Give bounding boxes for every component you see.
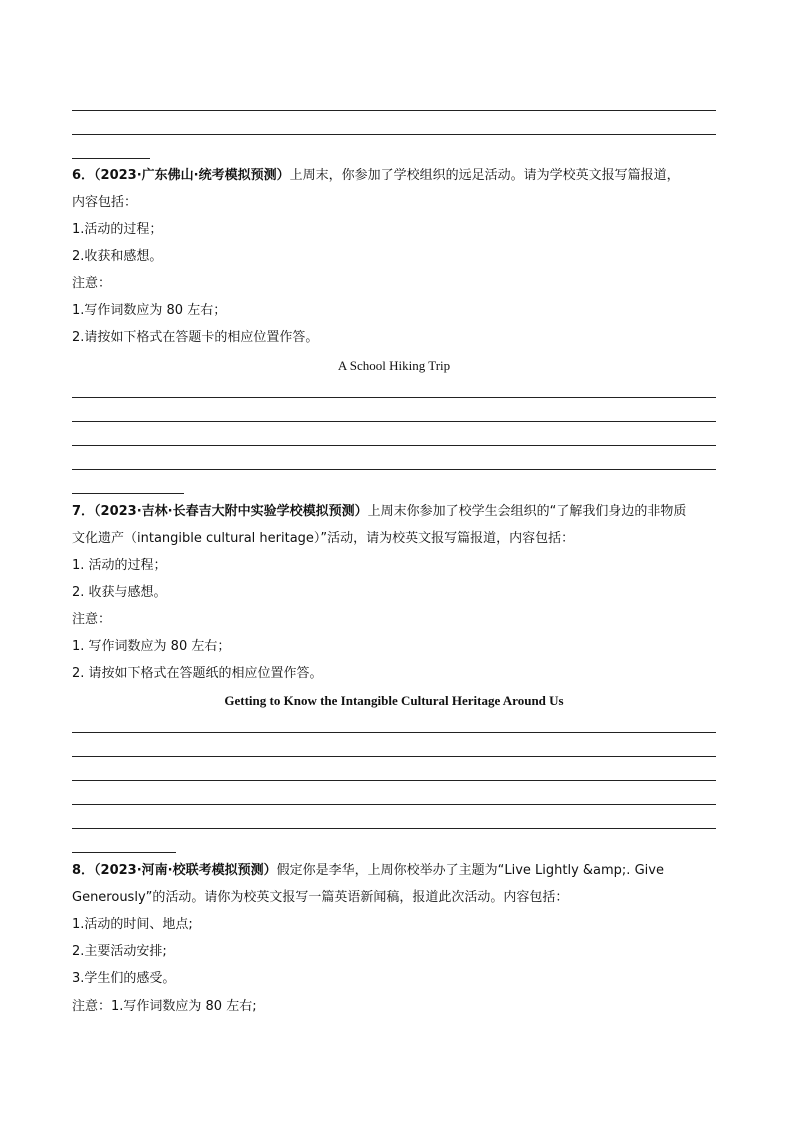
question-7-prompt-cont: 文化遗产（intangible cultural heritage）”活动，请为校英文报写篇报道，内容包括： [72, 531, 575, 546]
answer-line-short [72, 852, 176, 853]
answer-line [72, 732, 716, 733]
answer-line [72, 445, 716, 446]
answer-line-short [72, 158, 150, 159]
question-number: 8． [72, 863, 95, 878]
q7-notice-2: 2. 请按如下格式在答题纸的相应位置作答。 [72, 666, 323, 681]
q6-item-1: 1.活动的过程； [72, 222, 163, 237]
q8-item-2: 2.主要活动安排; [72, 944, 167, 959]
question-text: 上周末，你参加了学校组织的远足活动。请为学校英文报写篇报道， [289, 168, 680, 183]
answer-line [72, 756, 716, 757]
q6-notice-label: 注意： [72, 276, 112, 291]
question-8-prompt [72, 862, 664, 880]
question-text: 假定你是李华，上周你校举办了主题为“Live Lightly &amp;. Give [276, 863, 664, 878]
question-source: （2023·河南·校联考模拟预测） [94, 863, 277, 878]
q7-item-1: 1. 活动的过程； [72, 558, 167, 573]
answer-line [72, 804, 716, 805]
question-6-prompt-cont: 内容包括： [72, 195, 138, 210]
question-6-prompt [72, 167, 680, 185]
question-8-prompt-cont: Generously”的活动。请你为校英文报写一篇英语新闻稿，报道此次活动。内容包括： [72, 890, 569, 905]
answer-line [72, 469, 716, 470]
question-text: 上周末你参加了校学生会组织的“了解我们身边的非物质 [367, 504, 687, 519]
answer-line [72, 828, 716, 829]
answer-line-short [72, 493, 184, 494]
answer-line [72, 780, 716, 781]
q6-notice-2: 2.请按如下格式在答题卡的相应位置作答。 [72, 330, 319, 345]
q6-notice-1: 1.写作词数应为 80 左右； [72, 303, 227, 318]
q6-essay-title: A School Hiking Trip [337, 358, 451, 373]
answer-line [72, 397, 716, 398]
question-source: （2023·广东佛山·统考模拟预测） [94, 168, 290, 183]
q8-item-3: 3.学生们的感受。 [72, 971, 176, 986]
answer-line [72, 134, 716, 135]
q8-notice: 注意：1.写作词数应为 80 左右; [72, 999, 257, 1014]
q7-essay-title: Getting to Know the Intangible Cultural Heritage Around Us [224, 693, 564, 708]
q7-notice-label: 注意： [72, 612, 112, 627]
q6-item-2: 2.收获和感想。 [72, 249, 163, 264]
answer-line [72, 110, 716, 111]
question-number: 6． [72, 168, 95, 183]
q8-item-1: 1.活动的时间、地点; [72, 917, 193, 932]
question-7-prompt [72, 503, 686, 521]
q7-item-2: 2. 收获与感想。 [72, 585, 167, 600]
question-source: （2023·吉林·长春吉大附中实验学校模拟预测） [94, 504, 368, 519]
question-number: 7． [72, 504, 95, 519]
answer-line [72, 421, 716, 422]
q7-notice-1: 1. 写作词数应为 80 左右； [72, 639, 231, 654]
